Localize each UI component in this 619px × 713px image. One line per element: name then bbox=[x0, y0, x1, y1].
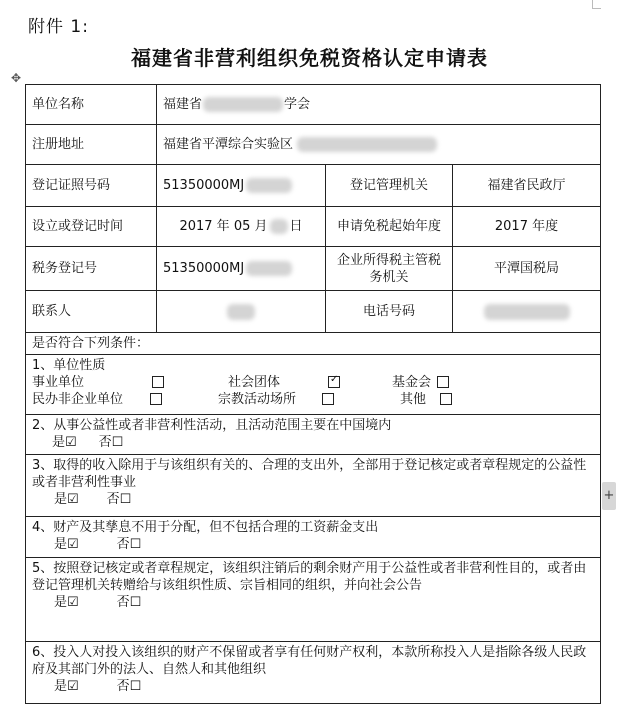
no-option[interactable]: 否☐ bbox=[116, 679, 142, 694]
option-social-group-checkbox[interactable] bbox=[328, 376, 340, 388]
condition-1-cell bbox=[26, 355, 601, 415]
phone-value[interactable] bbox=[453, 291, 601, 333]
option-religious-label: 宗教活动场所 bbox=[218, 392, 297, 407]
yes-option[interactable]: 是☑ bbox=[54, 492, 79, 507]
apply-year-value[interactable]: 2017 年度 bbox=[453, 207, 601, 247]
condition-5-cell bbox=[26, 558, 601, 642]
yes-option[interactable]: 是☑ bbox=[54, 679, 79, 694]
no-option[interactable]: 否☐ bbox=[116, 595, 142, 610]
row-condition-6 bbox=[26, 642, 601, 704]
page-corner-mark bbox=[592, 0, 601, 9]
condition-5-text: 5、按照登记核定或者章程规定，该组织注销后的剩余财产用于公益性或者非营利性目的，或者由登记管理机关转赠给与该组织性质、宗旨相同的组织，并向社会公告 bbox=[32, 561, 587, 593]
application-form-table bbox=[25, 84, 601, 704]
option-institution-checkbox[interactable] bbox=[152, 376, 164, 388]
tax-reg-label: 税务登记号 bbox=[26, 247, 157, 291]
established-suffix: 日 bbox=[289, 219, 303, 234]
option-private-nonenterprise[interactable] bbox=[32, 391, 148, 408]
row-condition-1 bbox=[26, 355, 601, 415]
cert-no-text: 51350000MJ bbox=[163, 178, 245, 193]
condition-5-answer[interactable] bbox=[54, 594, 594, 611]
unit-type-row-2 bbox=[32, 391, 594, 408]
option-religious[interactable] bbox=[218, 391, 320, 408]
established-value[interactable] bbox=[157, 207, 326, 247]
tax-reg-value[interactable] bbox=[157, 247, 326, 291]
table-move-handle-icon[interactable]: ✥ bbox=[10, 71, 22, 85]
option-social-group[interactable] bbox=[228, 374, 326, 391]
add-column-button[interactable]: + bbox=[602, 482, 616, 510]
option-religious-checkbox[interactable] bbox=[322, 393, 334, 405]
redacted-block bbox=[246, 261, 292, 276]
row-tax-reg bbox=[26, 247, 601, 291]
unit-type-row-1 bbox=[32, 374, 594, 391]
conditions-heading: 是否符合下列条件： bbox=[26, 333, 601, 355]
yes-option[interactable]: 是☑ bbox=[54, 537, 79, 552]
option-other[interactable] bbox=[400, 391, 426, 408]
page-title: 福建省非营利组织免税资格认定申请表 bbox=[131, 46, 488, 70]
condition-6-cell bbox=[26, 642, 601, 704]
apply-year-label: 申请免税起始年度 bbox=[326, 207, 453, 247]
established-label: 设立或登记时间 bbox=[26, 207, 157, 247]
option-institution-label: 事业单位 bbox=[32, 375, 85, 390]
unit-name-prefix: 福建省 bbox=[163, 97, 203, 112]
row-reg-address bbox=[26, 125, 601, 165]
reg-authority-value[interactable]: 福建省民政厅 bbox=[453, 165, 601, 207]
redacted-block bbox=[484, 304, 570, 320]
condition-6-text: 6、投入人对投入该组织的财产不保留或者享有任何财产权利，本款所称投入人是指除各级人民政府及其部门外的法人、自然人和其他组织 bbox=[32, 645, 587, 677]
row-established bbox=[26, 207, 601, 247]
row-condition-4 bbox=[26, 517, 601, 558]
yes-option[interactable]: 是☑ bbox=[54, 595, 79, 610]
row-unit-name bbox=[26, 85, 601, 125]
option-social-group-label: 社会团体 bbox=[228, 375, 281, 390]
row-contact bbox=[26, 291, 601, 333]
tax-authority-label: 企业所得税主管税务机关 bbox=[326, 247, 453, 291]
condition-6-answer[interactable] bbox=[54, 678, 594, 695]
option-foundation[interactable] bbox=[392, 374, 431, 391]
option-private-nonenterprise-checkbox[interactable] bbox=[150, 393, 162, 405]
no-option[interactable]: 否☐ bbox=[98, 435, 124, 450]
cert-no-value[interactable] bbox=[157, 165, 326, 207]
condition-3-cell bbox=[26, 455, 601, 517]
unit-name-suffix: 学会 bbox=[284, 97, 311, 112]
reg-address-text: 福建省平潭综合实验区 bbox=[163, 137, 294, 152]
contact-value[interactable] bbox=[157, 291, 326, 333]
condition-2-cell bbox=[26, 415, 601, 455]
established-prefix: 2017 年 05 月 bbox=[179, 219, 268, 234]
unit-name-value[interactable] bbox=[157, 85, 601, 125]
attachment-label: 附件 1: bbox=[28, 17, 89, 37]
condition-2-answer[interactable] bbox=[52, 434, 594, 451]
redacted-block bbox=[270, 219, 288, 234]
no-option[interactable]: 否☐ bbox=[116, 537, 142, 552]
option-private-nonenterprise-label: 民办非企业单位 bbox=[32, 392, 124, 407]
condition-4-cell bbox=[26, 517, 601, 558]
option-foundation-checkbox[interactable] bbox=[437, 376, 449, 388]
redacted-block bbox=[203, 97, 283, 112]
option-other-label: 其他 bbox=[400, 392, 427, 407]
phone-label: 电话号码 bbox=[326, 291, 453, 333]
condition-4-text: 4、财产及其孳息不用于分配，但不包括合理的工资薪金支出 bbox=[32, 520, 379, 535]
option-institution[interactable] bbox=[32, 374, 152, 391]
row-cert-no bbox=[26, 165, 601, 207]
option-foundation-label: 基金会 bbox=[392, 375, 432, 390]
row-condition-5 bbox=[26, 558, 601, 642]
yes-option[interactable]: 是☑ bbox=[52, 435, 77, 450]
reg-authority-label: 登记管理机关 bbox=[326, 165, 453, 207]
condition-1-title: 1、单位性质 bbox=[32, 358, 106, 373]
reg-address-value[interactable] bbox=[157, 125, 601, 165]
row-conditions-heading bbox=[26, 333, 601, 355]
condition-3-text: 3、取得的收入除用于与该组织有关的、合理的支出外，全部用于登记核定或者章程规定的公益性或者非营利性事业 bbox=[32, 458, 587, 490]
redacted-block bbox=[246, 178, 292, 193]
no-option[interactable]: 否☐ bbox=[106, 492, 132, 507]
redacted-block bbox=[227, 304, 255, 320]
condition-3-answer[interactable] bbox=[54, 491, 594, 508]
unit-name-label: 单位名称 bbox=[26, 85, 157, 125]
reg-address-label: 注册地址 bbox=[26, 125, 157, 165]
condition-2-text: 2、从事公益性或者非营利性活动，且活动范围主要在中国境内 bbox=[32, 418, 392, 433]
tax-reg-text: 51350000MJ bbox=[163, 261, 245, 276]
option-other-checkbox[interactable] bbox=[440, 393, 452, 405]
condition-4-answer[interactable] bbox=[54, 536, 594, 553]
redacted-block bbox=[297, 137, 437, 152]
tax-authority-value[interactable]: 平潭国税局 bbox=[453, 247, 601, 291]
row-condition-3 bbox=[26, 455, 601, 517]
row-condition-2 bbox=[26, 415, 601, 455]
contact-label: 联系人 bbox=[26, 291, 157, 333]
cert-no-label: 登记证照号码 bbox=[26, 165, 157, 207]
